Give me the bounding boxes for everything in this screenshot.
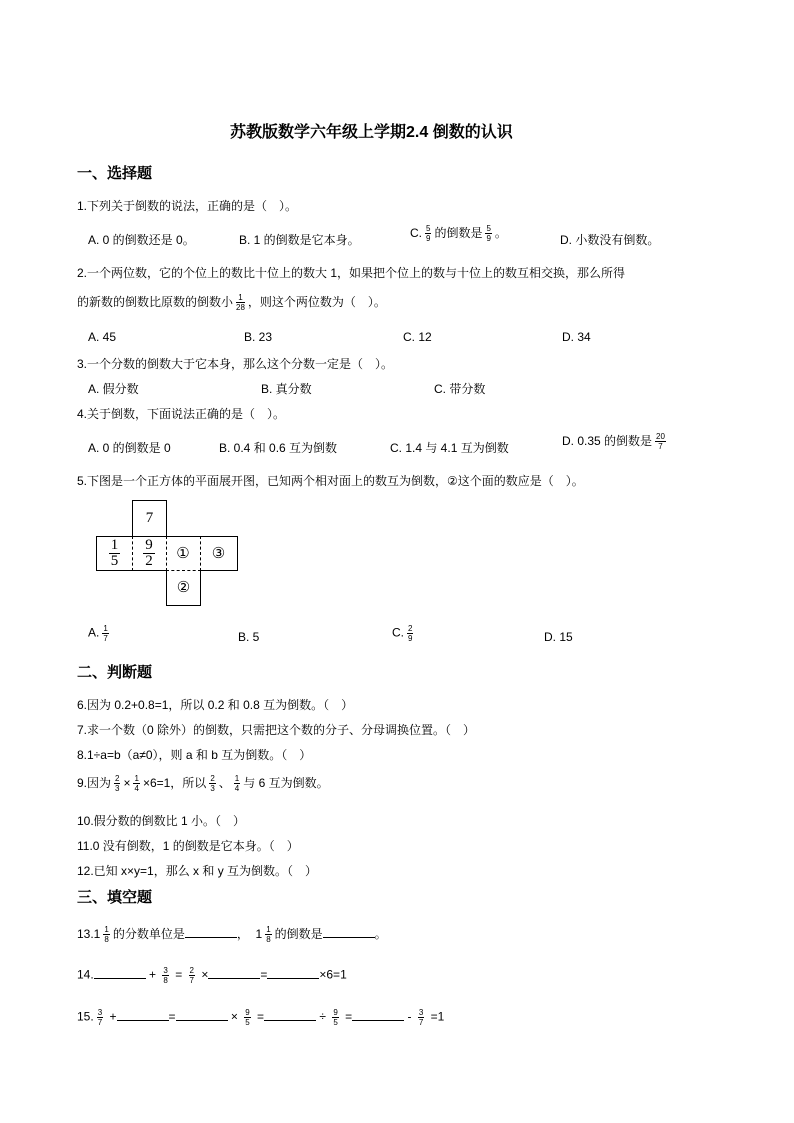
question-6: 6.因为 0.2+0.8=1，所以 0.2 和 0.8 互为倒数。（ ） <box>77 698 354 712</box>
fraction: $\frac{5}{9}$ <box>426 224 431 244</box>
q5-option-d[interactable]: D. 15 <box>544 630 573 644</box>
question-14: 14. + $\frac{3}{8}$ = $\frac{2}{7}$ × = ×6=1 <box>77 966 347 985</box>
answer-blank[interactable] <box>267 968 319 979</box>
question-2-line-2: 的新数的倒数比原数的倒数小 $\frac{1}{28}$ ，则这个两位数为（ ）。 <box>77 293 386 313</box>
q5-option-a[interactable]: A. $\frac{1}{7}$ <box>88 624 108 643</box>
question-12: 12.已知 x×y=1，那么 x 和 y 互为倒数。（ ） <box>77 864 318 878</box>
page-title: 苏教版数学六年级上学期2.4 倒数的认识 <box>230 124 513 141</box>
answer-blank[interactable] <box>94 968 146 979</box>
q4-option-a[interactable]: A. 0 的倒数是 0 <box>88 441 171 455</box>
question-5: 5.下图是一个正方体的平面展开图，已知两个相对面上的数互为倒数，②这个面的数应是（ ）。 <box>77 474 584 488</box>
net-face-top: 7 <box>132 500 167 537</box>
net-face-1: ① <box>166 536 201 571</box>
q3-option-a[interactable]: A. 假分数 <box>88 382 139 396</box>
answer-blank[interactable] <box>264 1010 316 1021</box>
fraction: $\frac{2}{9}$ <box>408 624 413 643</box>
q2-option-c[interactable]: C. 12 <box>403 330 432 344</box>
answer-blank[interactable] <box>323 927 375 938</box>
q1-option-b[interactable]: B. 1 的倒数是它本身。 <box>239 233 360 247</box>
q2-option-b[interactable]: B. 23 <box>244 330 273 344</box>
q3-option-c[interactable]: C. 带分数 <box>434 382 486 396</box>
q2-option-d[interactable]: D. 34 <box>562 330 591 344</box>
section-heading-choice: 一、选择题 <box>77 165 153 182</box>
question-3: 3.一个分数的倒数大于它本身，那么这个分数一定是（ ）。 <box>77 357 394 371</box>
q1-option-a[interactable]: A. 0 的倒数还是 0。 <box>88 233 195 247</box>
q1-option-d[interactable]: D. 小数没有倒数。 <box>560 233 660 247</box>
section-heading-fill: 三、填空题 <box>77 889 153 906</box>
q4-option-b[interactable]: B. 0.4 和 0.6 互为倒数 <box>219 441 338 455</box>
net-face-middle: $\frac{9}{2}$ <box>132 536 167 571</box>
question-1: 1.下列关于倒数的说法，正确的是（ ）。 <box>77 199 298 213</box>
q3-option-b[interactable]: B. 真分数 <box>261 382 312 396</box>
answer-blank[interactable] <box>208 968 260 979</box>
q5-option-b[interactable]: B. 5 <box>238 630 260 644</box>
question-11: 11.0 没有倒数，1 的倒数是它本身。（ ） <box>77 839 299 853</box>
fraction: $\frac{1}{28}$ <box>236 293 245 313</box>
q2-option-a[interactable]: A. 45 <box>88 330 117 344</box>
answer-blank[interactable] <box>117 1010 169 1021</box>
fraction: $\frac{1}{7}$ <box>103 624 108 643</box>
net-face-left: $\frac{1}{5}$ <box>96 536 133 571</box>
answer-blank[interactable] <box>352 1010 404 1021</box>
q5-option-c[interactable]: C. $\frac{2}{9}$ <box>392 624 413 643</box>
question-4: 4.关于倒数，下面说法正确的是（ ）。 <box>77 407 286 421</box>
question-9: 9.因为 $\frac{2}{3}$ × $\frac{1}{4}$ ×6=1，所以 $\frac{2}{3}$ 、 $\frac{1}{4}$ 与 6 互为倒数。 <box>77 774 329 794</box>
question-2-line-1: 2.一个两位数，它的个位上的数比十位上的数大 1，如果把个位上的数与十位上的数互相交换，那么所得 <box>77 266 626 280</box>
net-face-2: ② <box>166 570 201 606</box>
section-heading-judge: 二、判断题 <box>77 664 153 681</box>
q4-option-d[interactable]: D. 0.35 的倒数是 $\frac{20}{7}$ <box>562 432 665 452</box>
question-8: 8.1÷a=b（a≠0），则 a 和 b 互为倒数。（ ） <box>77 748 312 762</box>
cube-net-diagram <box>96 500 238 606</box>
question-13: 13.1 $\frac{1}{8}$ 的分数单位是 ， 1 $\frac{1}{8}$ 的倒数是 。 <box>77 925 387 945</box>
net-face-3: ③ <box>200 536 238 571</box>
answer-blank[interactable] <box>176 1010 228 1021</box>
fraction: $\frac{20}{7}$ <box>656 432 665 452</box>
fraction: $\frac{5}{9}$ <box>486 224 491 244</box>
question-15: 15. $\frac{3}{7}$ + = × $\frac{9}{5}$ = ÷ $\frac{9}{5}$ = - $\frac{3}{7}$ =1 <box>77 1008 445 1027</box>
question-10: 10.假分数的倒数比 1 小。（ ） <box>77 814 246 828</box>
q4-option-c[interactable]: C. 1.4 与 4.1 互为倒数 <box>390 441 509 455</box>
q1-option-c[interactable]: C. $\frac{5}{9}$ 的倒数是 $\frac{5}{9}$ 。 <box>410 224 507 244</box>
question-7: 7.求一个数（0 除外）的倒数，只需把这个数的分子、分母调换位置。（ ） <box>77 723 476 737</box>
answer-blank[interactable] <box>185 927 237 938</box>
